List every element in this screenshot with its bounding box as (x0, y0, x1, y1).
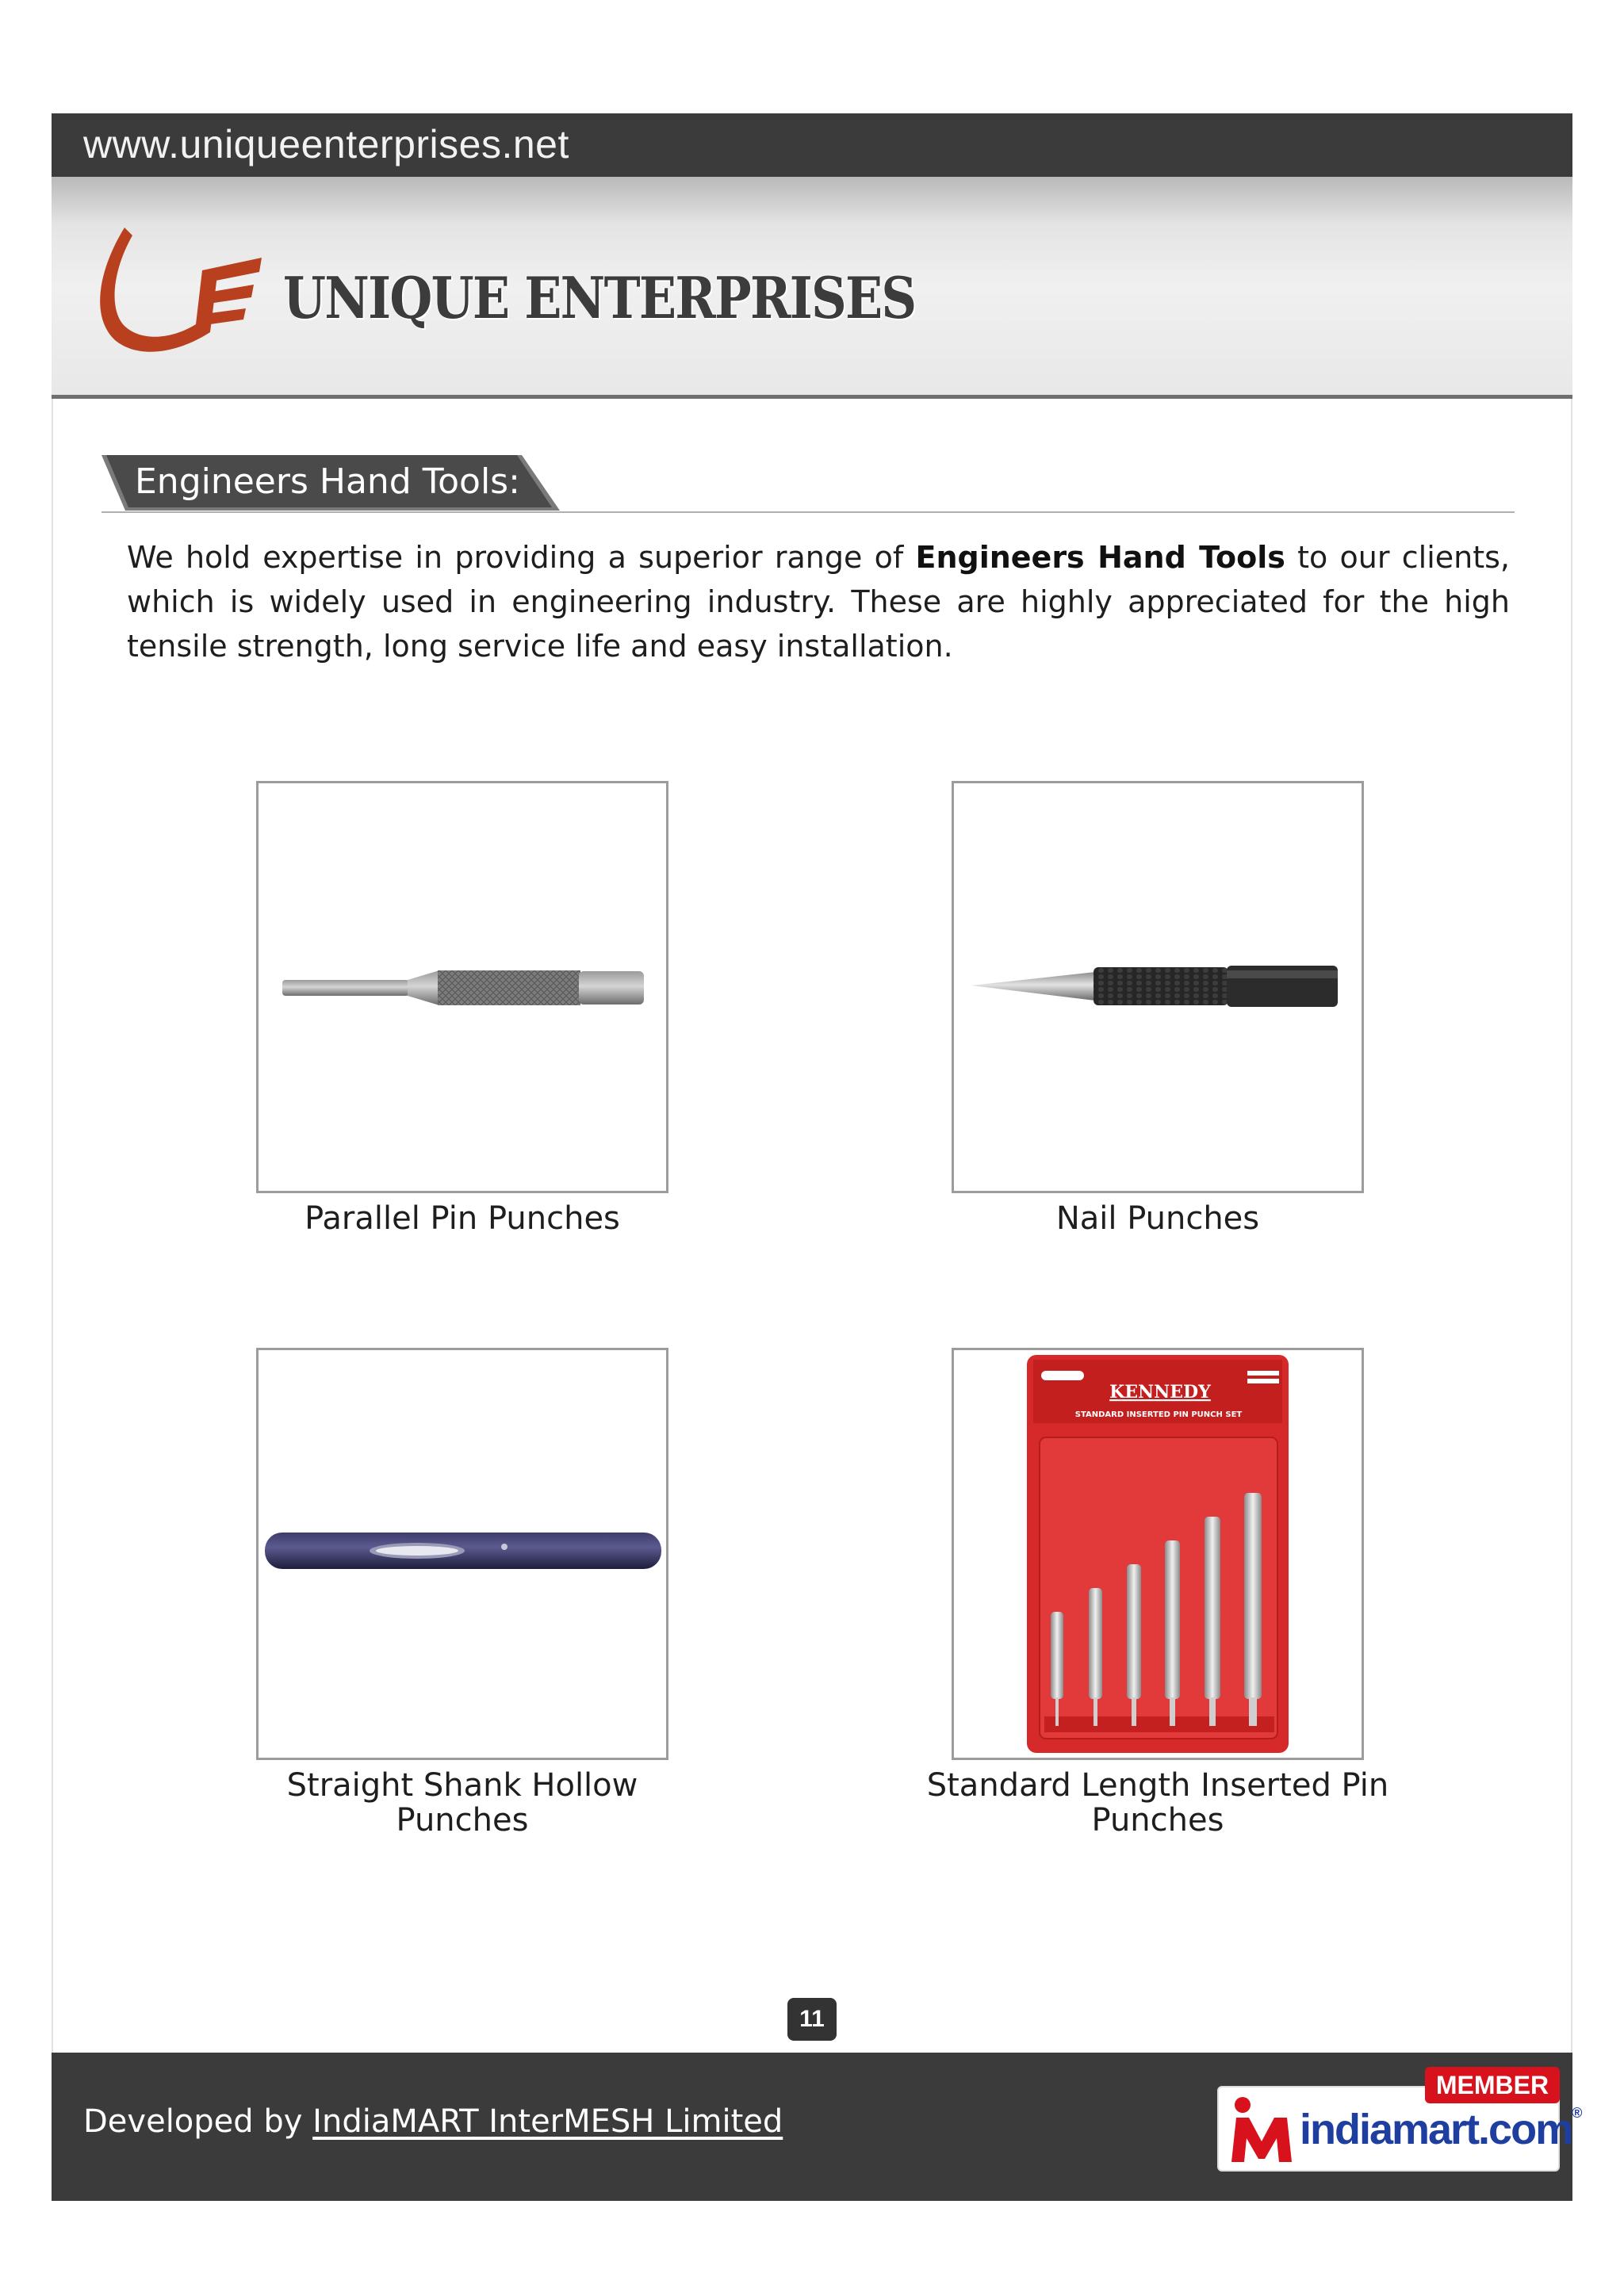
product-image-frame[interactable] (952, 781, 1364, 1193)
page-number-badge: 11 (787, 1998, 837, 2041)
section-title: Engineers Hand Tools: (135, 461, 520, 502)
punch-set-brand: KENNEDY (1109, 1382, 1211, 1402)
product-name: Parallel Pin Punches (304, 1200, 620, 1237)
product-name: Nail Punches (1055, 1200, 1260, 1237)
section-divider (102, 511, 1515, 513)
company-logo-icon (83, 213, 274, 364)
intro-text-end: to our clients, which is widely used in engineering industry. These are highly appreciated for the high tensile strength, long service life and easy installation. (127, 540, 1510, 664)
website-url[interactable]: www.uniqueenterprises.net (83, 122, 569, 166)
url-bar (52, 113, 1572, 177)
member-badge: MEMBER (1425, 2067, 1560, 2103)
registered-mark: ® (1572, 2105, 1581, 2121)
product-image-frame[interactable] (952, 1348, 1364, 1760)
nail-punch-image (954, 783, 1362, 1191)
intro-paragraph (127, 535, 1510, 668)
developer-link[interactable]: IndiaMART InterMESH Limited (312, 2103, 783, 2140)
indiamart-text: indiamart.com (1300, 2106, 1572, 2153)
indiamart-wordmark (1300, 2105, 1580, 2154)
hollow-punch-image (259, 1350, 666, 1758)
product-card[interactable] (926, 1348, 1389, 1839)
intro-highlight: Engineers Hand Tools (915, 540, 1285, 575)
product-name: Standard Length Inserted Pin Punches (926, 1767, 1389, 1839)
indiamart-m-icon (1225, 2092, 1298, 2165)
product-card[interactable] (256, 1348, 668, 1838)
product-name: Straight Shank Hollow Punches (286, 1767, 638, 1839)
intro-text-start: We hold expertise in providing a superior range of (127, 540, 916, 575)
footer-bar (52, 2053, 1581, 2201)
punch-set-subtitle: STANDARD INSERTED PIN PUNCH SET (1074, 1410, 1243, 1419)
developed-by-label: Developed by (83, 2103, 313, 2140)
product-card[interactable] (952, 781, 1364, 1236)
product-image-frame[interactable] (256, 781, 668, 1193)
product-card[interactable] (256, 781, 668, 1236)
parallel-pin-punch-image (259, 783, 666, 1191)
product-image-frame[interactable] (256, 1348, 668, 1760)
company-name: UNIQUE ENTERPRISES (283, 264, 916, 331)
pin-punch-set-image (954, 1350, 1362, 1758)
developed-by-line (83, 2103, 783, 2140)
section-heading-tab (102, 455, 561, 512)
header-banner (52, 177, 1572, 399)
